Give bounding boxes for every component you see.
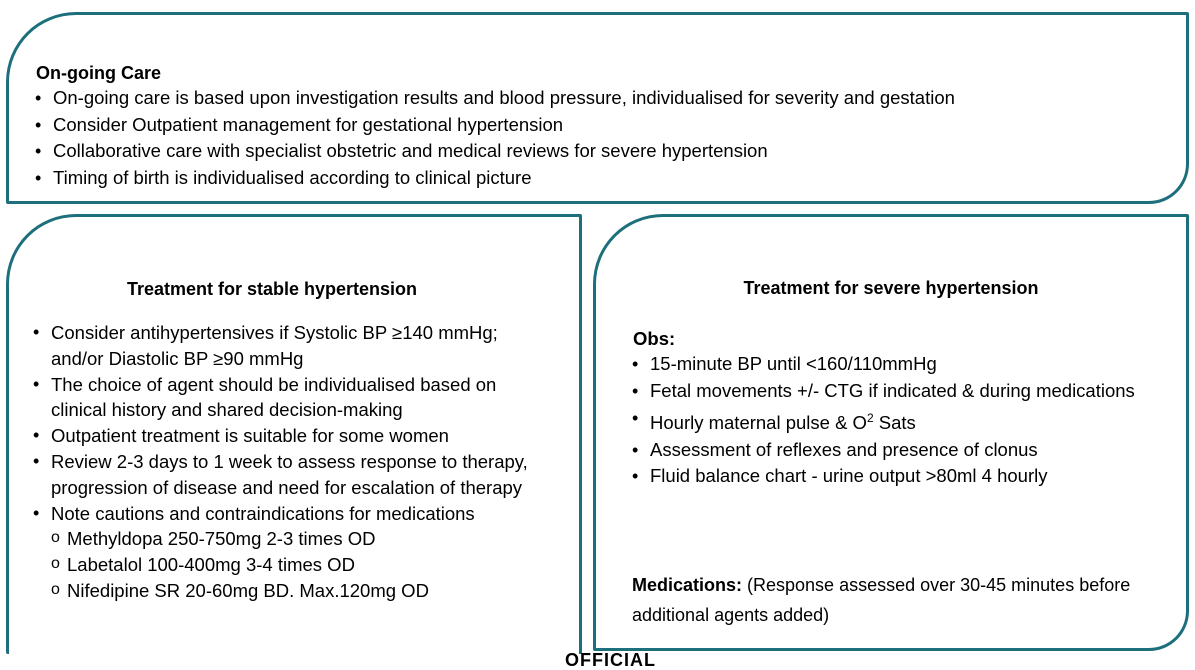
- list-item: • The choice of agent should be individualised based on clinical history and shared decision-making: [33, 372, 533, 424]
- list-item: • Fluid balance chart - urine output >80ml 4 hourly: [632, 463, 1152, 490]
- footer-label: OFFICIAL: [565, 650, 656, 670]
- list-item: • Review 2-3 days to 1 week to assess response to therapy, progression of disease and need for escalation of therapy: [33, 449, 533, 501]
- ongoing-care-heading: On-going Care: [36, 63, 161, 83]
- severe-hypertension-heading: Treatment for severe hypertension: [743, 278, 1039, 298]
- stable-hypertension-heading: Treatment for stable hypertension: [126, 279, 418, 299]
- medication-item: o Methyldopa 250-750mg 2-3 times OD: [51, 526, 533, 552]
- medications-label: Medications:: [632, 575, 743, 595]
- medications-note: [632, 570, 1162, 630]
- obs-heading: Obs:: [633, 328, 676, 349]
- medications-text: (Response assessed over 30-45 minutes before additional agents added): [632, 575, 1131, 625]
- medications-sublist: [51, 526, 533, 603]
- list-item: • Collaborative care with specialist obstetric and medical reviews for severe hypertension: [35, 138, 1175, 165]
- list-item: • On-going care is based upon investigation results and blood pressure, individualised for severity and gestation: [35, 85, 1175, 112]
- list-item: • Consider Outpatient management for gestational hypertension: [35, 112, 1175, 139]
- severe-hypertension-panel: [593, 214, 1189, 651]
- list-item-text: Hourly maternal pulse & O: [650, 411, 867, 433]
- list-item: • Outpatient treatment is suitable for some women: [33, 423, 533, 449]
- obs-list: [632, 351, 1152, 490]
- o2-suffix: Sats: [873, 411, 916, 433]
- list-item: • Consider antihypertensives if Systolic BP ≥140 mmHg; and/or Diastolic BP ≥90 mmHg: [33, 320, 533, 372]
- ongoing-care-panel: [6, 12, 1189, 204]
- list-item-text: Note cautions and contraindications for medications: [51, 502, 475, 524]
- ongoing-care-list: [35, 85, 1175, 191]
- list-item: [33, 501, 533, 604]
- list-item: • Assessment of reflexes and presence of clonus: [632, 437, 1152, 464]
- medication-item: o Labetalol 100-400mg 3-4 times OD: [51, 552, 533, 578]
- stable-hypertension-panel: [6, 214, 582, 654]
- medication-item: o Nifedipine SR 20-60mg BD. Max.120mg OD: [51, 578, 533, 604]
- list-item: • 15-minute BP until <160/110mmHg: [632, 351, 1152, 378]
- list-item: [632, 405, 1152, 437]
- o2-superscript: 2: [866, 410, 874, 425]
- list-item: • Fetal movements +/- CTG if indicated & during medications: [632, 378, 1152, 405]
- list-item: • Timing of birth is individualised according to clinical picture: [35, 165, 1175, 192]
- stable-hypertension-list: [33, 320, 533, 604]
